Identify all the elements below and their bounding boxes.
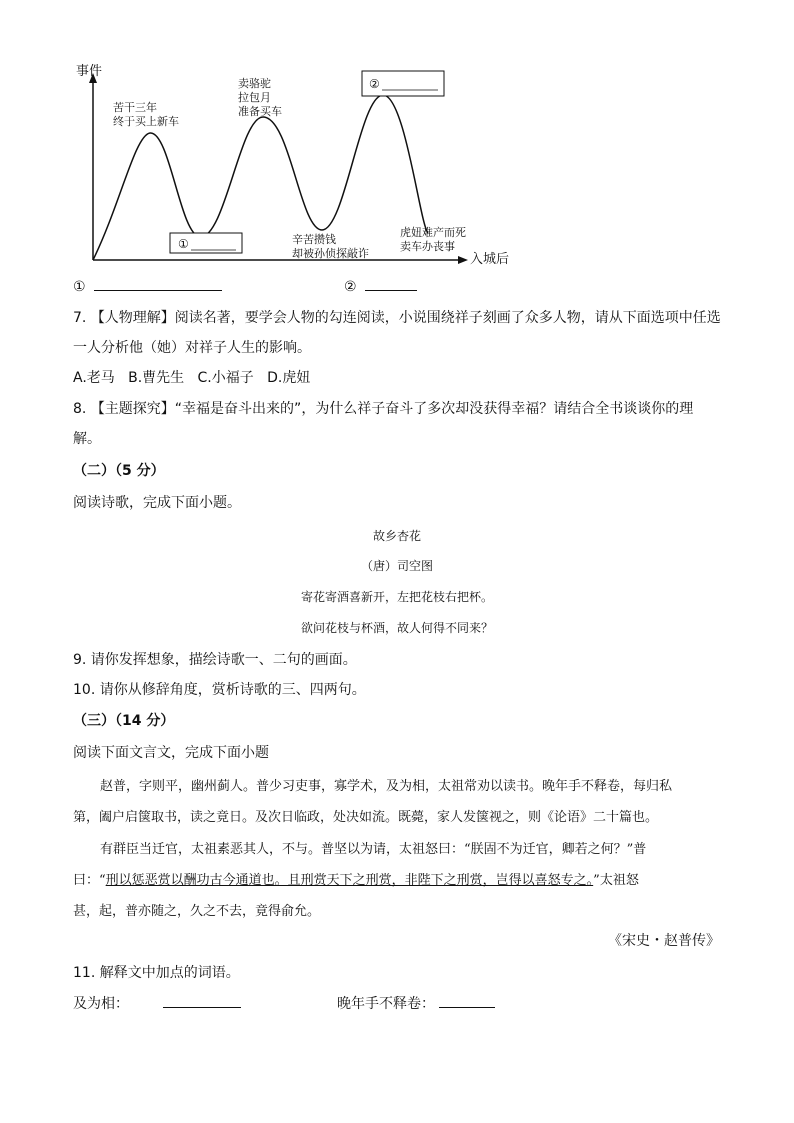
term1-label: 及为相： <box>73 996 129 1012</box>
peak1-label-1: 苦干三年 <box>113 101 157 114</box>
term2-blank <box>439 993 495 1008</box>
answer-blank-1-line <box>94 276 222 291</box>
answer-blank-2-line <box>365 276 417 291</box>
section3-instruction: 阅读下面文言文，完成下面小题 <box>73 745 269 761</box>
term2[interactable] <box>337 993 495 1014</box>
q8-line2: 解。 <box>73 431 101 447</box>
x-axis-label: 入城后 <box>470 252 510 267</box>
end-label-1: 虎妞难产而死 <box>400 226 466 239</box>
q7-options: A.老马 B.曹先生 C.小福子 D.虎妞 <box>73 370 311 386</box>
end-label-2: 卖车办丧事 <box>400 240 455 253</box>
peak1-label-2: 终于买上新车 <box>113 115 179 128</box>
poem-line-1: 寄花寄酒喜新开，左把花枝右把杯。 <box>300 590 493 604</box>
y-axis-label: 事件 <box>76 64 103 79</box>
classical-para1-line1: 赵普，字则平，幽州蓟人。普少习吏事，寡学术，及为相，太祖常劝以读书。晚年手不释卷，每归私 <box>100 779 673 794</box>
answer-blank-2-label: ② <box>344 279 357 295</box>
poem-title: 故乡杏花 <box>372 529 421 543</box>
peak2-label-1: 卖骆驼 <box>238 77 271 90</box>
section2-heading: （二）（5 分） <box>73 463 165 479</box>
term1-blank <box>163 993 241 1008</box>
plot-diagram <box>60 55 530 275</box>
answer-blank-1-label: ① <box>73 279 86 295</box>
answer-blank-2[interactable] <box>344 276 417 297</box>
q8-line1: 8. 【主题探究】“幸福是奋斗出来的”，为什么祥子奋斗了多次却没获得幸福？请结合全书谈谈你的理 <box>73 401 694 417</box>
term2-label: 晚年手不释卷： <box>337 996 435 1012</box>
classical-para2-prefix: 曰：“ <box>73 873 106 888</box>
q7-line2: 一人分析他（她）对祥子人生的影响。 <box>73 340 311 356</box>
trough2-label-2: 却被孙侦探敲诈 <box>292 247 369 260</box>
classical-para2-line2 <box>73 869 639 888</box>
classical-para1-line2: 第，阖户启箧取书，读之竟日。及次日临政，处决如流。既薨，家人发箧视之，则《论语》二十篇也。 <box>73 810 659 825</box>
trough2-label-1: 辛苦攒钱 <box>292 233 336 246</box>
peak2-label-3: 准备买车 <box>238 105 282 118</box>
poem-author: （唐）司空图 <box>360 559 433 573</box>
classical-para2-suffix: ”太祖怒 <box>593 873 639 888</box>
classical-para2-line1: 有群臣当迁官，太祖素恶其人，不与。普坚以为请，太祖怒曰：“朕固不为迁官，卿若之何？”普 <box>100 842 647 857</box>
q10: 10. 请你从修辞角度，赏析诗歌的三、四两句。 <box>73 682 366 698</box>
q7-line1: 7. 【人物理解】阅读名著，要学会人物的勾连阅读，小说围绕祥子刻画了众多人物，请从下面选项中任选 <box>73 310 721 326</box>
section2-instruction: 阅读诗歌，完成下面小题。 <box>73 495 241 511</box>
trough1-box-label: ① <box>178 237 189 251</box>
poem-line-2: 欲问花枝与杯酒，故人何得不同来？ <box>300 621 493 635</box>
section3-heading: （三）（14 分） <box>73 713 175 729</box>
answer-blank-1[interactable] <box>73 276 222 297</box>
classical-para2-line3: 甚，起，普亦随之，久之不去，竟得俞允。 <box>73 904 321 919</box>
x-axis-arrow <box>458 256 468 264</box>
q9: 9. 请你发挥想象，描绘诗歌一、二句的画面。 <box>73 652 357 668</box>
underlined-sentence: 刑以惩恶赏以酬功古今通道也。且刑赏天下之刑赏，非陛下之刑赏，岂得以喜怒专之。 <box>105 873 594 888</box>
q11: 11. 解释文中加点的词语。 <box>73 965 240 981</box>
source-citation: 《宋史・赵普传》 <box>608 933 720 949</box>
term1[interactable] <box>73 993 241 1014</box>
peak2-label-2: 拉包月 <box>238 91 271 104</box>
peak3-box-label: ② <box>369 77 380 91</box>
